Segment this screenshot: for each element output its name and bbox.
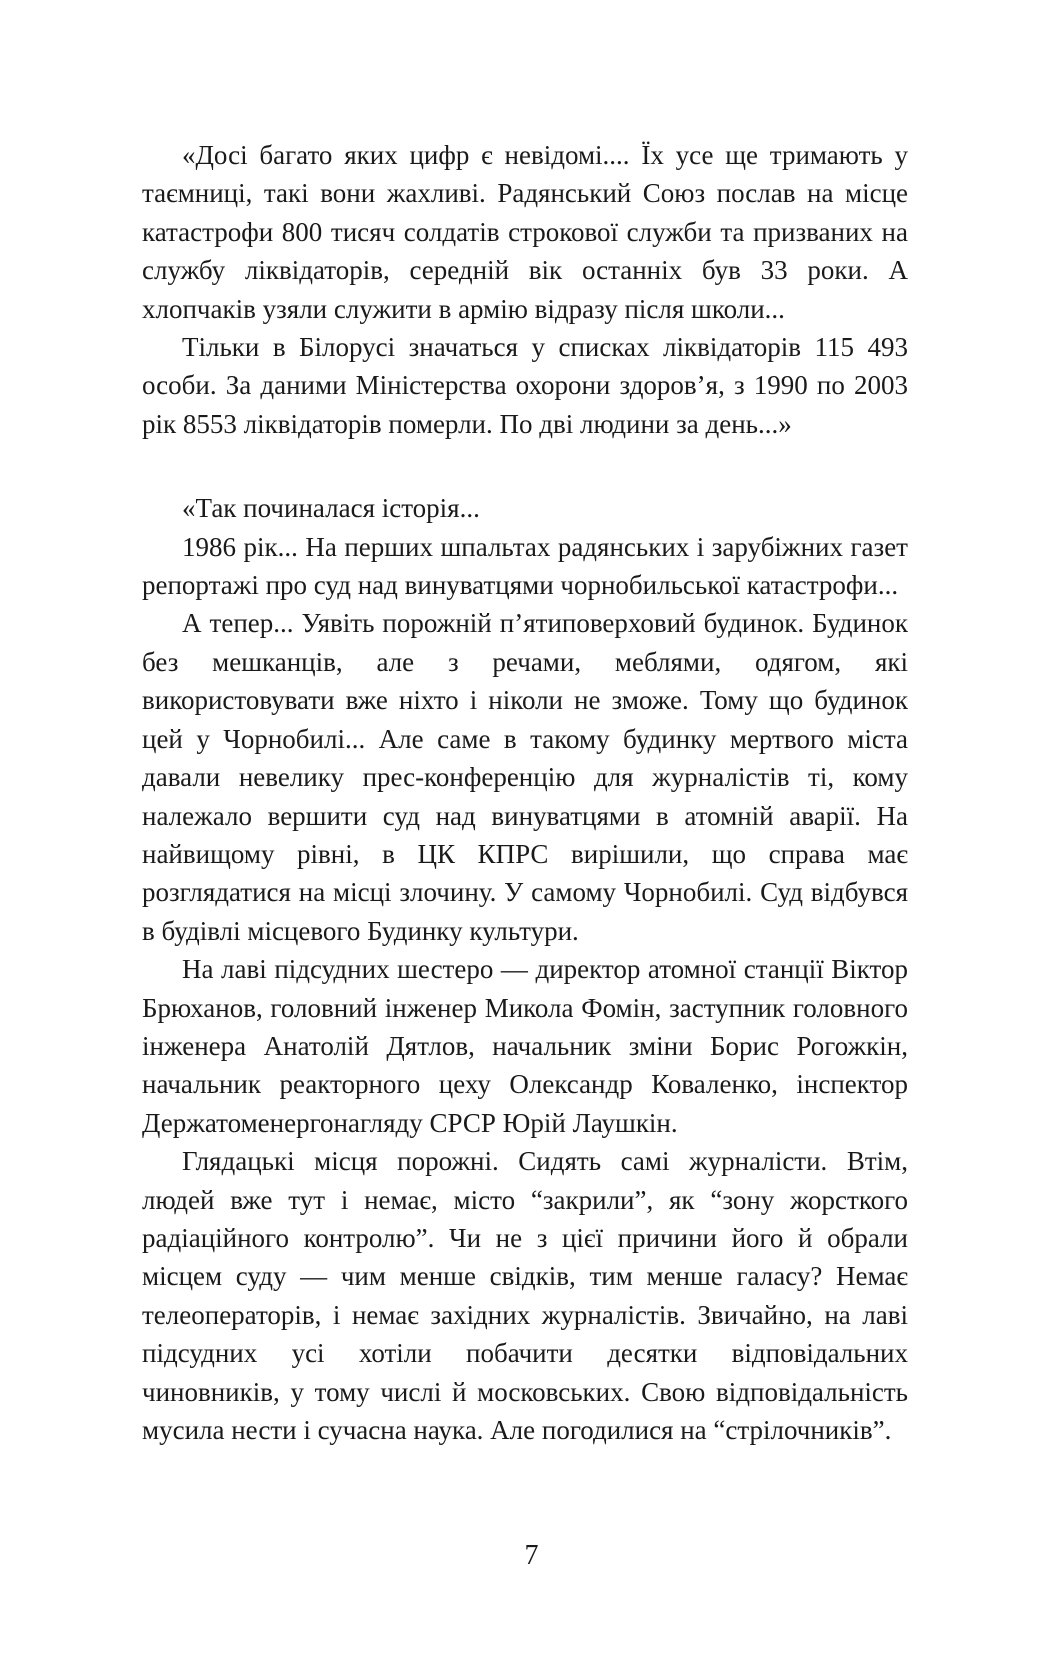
- paragraph: «Так починалася історія...: [182, 493, 480, 524]
- text-block-1: [142, 136, 908, 443]
- text-block-2: [142, 489, 908, 1449]
- page-number: 7: [524, 1540, 539, 1571]
- paragraph: А тепер... Уявіть порожній п’ятиповерховий будинок. Будинок без мешканців, але з речами, меблями, одягом, які використовувати вже ніхто і ніколи не зможе. Тому що будинок цей у Чорнобилі... Але саме в такому будинку мертвого міста давали невелику прес-конференцію для журналістів ті, кому належало вершити суд над винуватцями в атомній аварії. На найвищому рівні, в ЦК КПРС вирішили, що справа має розглядатися на місці злочину. У самому Чорнобилі. Суд відбувся в будівлі місцевого Будинку культури.: [142, 608, 908, 946]
- paragraph: Глядацькі місця порожні. Сидять самі журналісти. Втім, людей вже тут і немає, місто “закрили”, як “зону жорсткого радіаційного контролю”. Чи не з цієї причини його й обрали місцем суду — чим менше свідків, тим менше галасу? Немає телеоператорів, і немає західних журналістів. Звичайно, на лаві підсудних усі хотіли побачити десятки відповідальних чиновників, у тому числі й московських. Свою відповідальність мусила нести і сучасна наука. Але погодилися на “стрілочників”.: [142, 1146, 908, 1445]
- paragraph: «Досі багато яких цифр є невідомі.... Їх усе ще тримають у таємниці, такі вони жахливі. Радянський Союз послав на місце катастрофи 800 тисяч солдатів строкової служби та призваних на службу ліквідаторів, середній вік останніх був 33 роки. А хлопчаків узяли служити в армію відразу після школи...: [142, 140, 908, 324]
- page-body: [142, 136, 908, 1449]
- paragraph: Тільки в Білорусі значаться у списках ліквідаторів 115 493 особи. За даними Міністерства охорони здоров’я, з 1990 по 2003 рік 8553 ліквідаторів померли. По дві людини за день...»: [142, 332, 908, 439]
- paragraph: 1986 рік... На перших шпальтах радянських і зарубіжних газет репортажі про суд над винуватцями чорнобильської катастрофи...: [142, 531, 908, 601]
- paragraph: На лаві підсудних шестеро — директор атомної станції Віктор Брюханов, головний інженер Микола Фомін, заступник головного інженера Анатолій Дятлов, начальник зміни Борис Рогожкін, начальник реакторного цеху Олександр Коваленко, інспектор Держатоменергонагляду СРСР Юрій Лаушкін.: [142, 954, 908, 1138]
